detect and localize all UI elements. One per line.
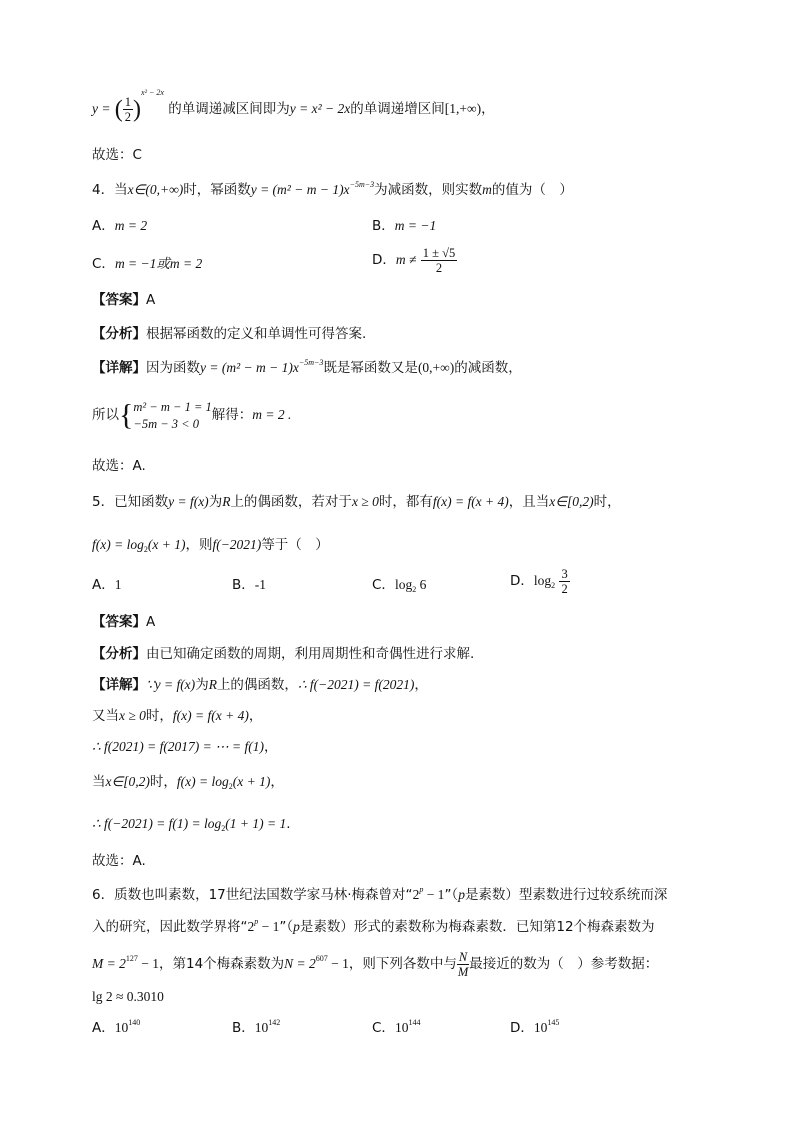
q4-analysis: 【分析】根据幂函数的定义和单调性可得答案.: [92, 326, 367, 342]
q4-option-c[interactable]: C．m = −1或m = 2: [92, 256, 203, 272]
q6-reference-data: lg 2 ≈ 0.3010: [92, 989, 164, 1004]
prev-solution-line: y = ( $\frac{1}{2}$ )$^{x^2 - 2x}$ 的单调递减区间即为y = x² − 2x的单调递增区间[1,+∞)，: [92, 88, 495, 124]
q6-stem-3: $M = 2^{127} - 1$，第14个梅森素数为$N = 2^{607} - 1$，则下列各数中与 $\frac{N}{M}$ 最接近的数为（ ）参考数据：: [92, 950, 659, 979]
q5-answer: 【答案】A: [92, 614, 156, 630]
q6-option-a[interactable]: A．$10^{140}$: [92, 1018, 141, 1036]
q5-stem-1: 5．已知函数y = f(x)为R上的偶函数，若对于x ≥ 0时，都有f(x) = f(x + 4)，且当x∈[0,2)时，: [92, 494, 621, 510]
q5-final: 故选：A.: [92, 853, 146, 869]
q5-detail-5: ∴ $f(-2021) = f(1) = \log_2(1 + 1) = 1$.: [92, 816, 291, 833]
q5-option-a[interactable]: A．1: [92, 577, 122, 593]
prev-answer: 故选：C: [92, 147, 142, 163]
q4-system: 所以{ m² − m − 1 = 1 −5m − 3 < 0 解得：m = 2 .: [92, 398, 292, 432]
q4-stem: 4．当x∈(0,+∞)时，幂函数$y = (m^2 - m - 1)x^{-5m-3}$为减函数，则实数m的值为（ ）: [92, 180, 573, 198]
q4-option-d[interactable]: D．m ≠ $\frac{1 \pm √5}{2}$: [372, 246, 456, 275]
q4-detail: 【详解】因为函数$y = (m^2 - m - 1)x^{-5m-3}$既是幂函数又是(0,+∞)的减函数，: [92, 358, 522, 376]
q6-stem-2: 入的研究，因此数学界将“$2^p$ − 1”（p是素数）形式的素数称为梅森素数．已知第12个梅森素数为: [92, 917, 655, 935]
exponent: x² − 2x: [141, 88, 164, 97]
q5-detail-2: 又当x ≥ 0时，f(x) = f(x + 4)，: [92, 708, 263, 724]
q6-option-b[interactable]: B．$10^{142}$: [232, 1018, 281, 1036]
q4-answer: 【答案】A: [92, 292, 156, 308]
q5-detail-4: 当x∈[0,2)时，$f(x) = \log_2(x + 1)$，: [92, 774, 284, 791]
q6-stem-1: 6．质数也叫素数，17世纪法国数学家马林·梅森曾对“$2^p$ − 1”（p是素数）型素数进行过较系统而深: [92, 885, 668, 903]
q6-option-d[interactable]: D．$10^{145}$: [510, 1018, 560, 1036]
q5-option-c[interactable]: C．$\log_2 6$: [372, 577, 427, 594]
eq-lhs: y =: [92, 101, 111, 116]
q6-option-c[interactable]: C．$10^{144}$: [372, 1018, 421, 1036]
q5-option-d[interactable]: D．$\log_2$ $\frac{3}{2}$: [510, 567, 568, 596]
q5-detail-3: ∴ f(2021) = f(2017) = ⋯ = f(1)，: [92, 739, 278, 755]
q4-final: 故选：A.: [92, 458, 146, 474]
q4-option-b[interactable]: B．m = −1: [372, 218, 437, 234]
q5-option-b[interactable]: B．-1: [232, 577, 267, 593]
fraction-half: $\frac{1}{2}$: [124, 95, 132, 124]
q4-option-a[interactable]: A．m = 2: [92, 218, 148, 234]
q5-detail-1: 【详解】∵y = f(x)为R上的偶函数，∴ f(−2021) = f(2021)，: [92, 677, 428, 693]
q5-stem-2: $f(x) = \log_2(x + 1)$，则f(−2021)等于（ ）: [92, 537, 329, 554]
q5-analysis: 【分析】由已知确定函数的周期，利用周期性和奇偶性进行求解.: [92, 646, 475, 662]
